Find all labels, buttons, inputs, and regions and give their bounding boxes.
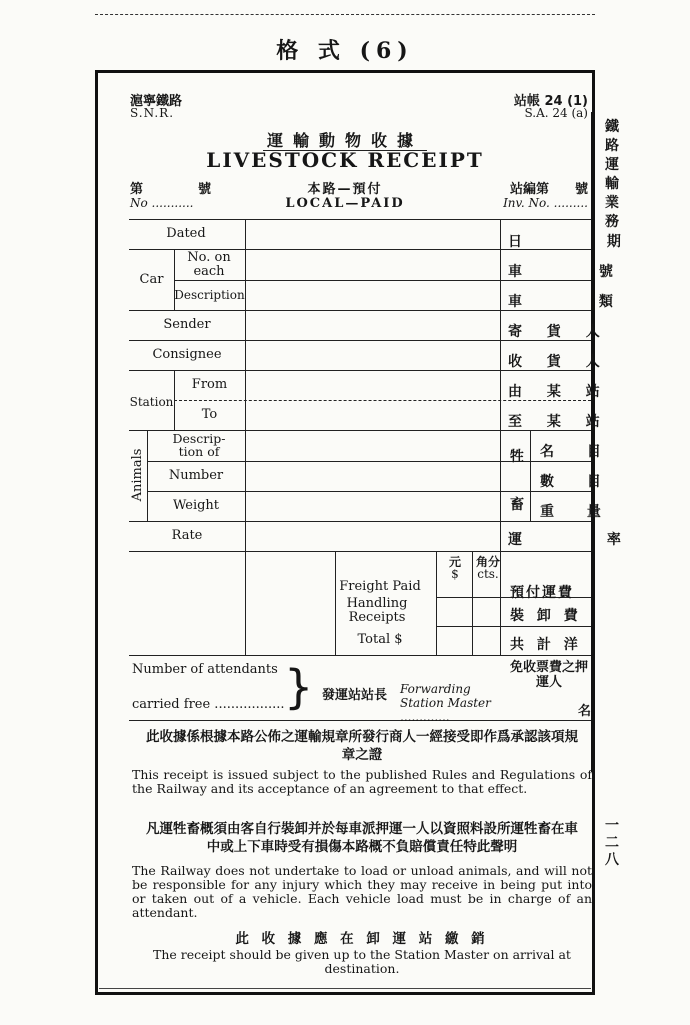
label-anim-weight-cn: 重 量	[540, 504, 615, 520]
table-rule	[129, 720, 591, 721]
attendants-line1: Number of attendants	[132, 662, 278, 677]
handling-receipts-label: Handling Receipts	[346, 596, 408, 625]
cents-label: cts.	[477, 567, 499, 581]
label-description: Description	[174, 288, 245, 302]
label-from-cn: 由 某 站	[508, 384, 610, 400]
table-rule	[129, 655, 591, 656]
railway-name-en: S.N.R.	[130, 106, 175, 120]
cents-cn: 角分	[475, 555, 500, 569]
table-col-rule	[245, 219, 246, 655]
note2-en: The Railway does not undertake to load or unload animals, and will not be responsible for any injury which they may receive in being put into or taken out of a vehicle. Each vehicle load must be in charge of an attendant.	[132, 863, 592, 920]
label-station: Station	[129, 395, 174, 409]
local-paid-cn: 本路—預付	[307, 182, 383, 197]
number-label-cn: 第 號	[130, 182, 216, 197]
label-anim-name-cn: 名 目	[540, 444, 615, 460]
label-animal-description: Descrip- tion of	[172, 431, 226, 459]
table-rule-top	[129, 219, 591, 220]
label-sender-cn: 寄 貨 人	[508, 324, 610, 340]
label-animals: Animals	[130, 448, 145, 502]
label-rate-cn: 運 率	[508, 532, 661, 548]
sidebar-text: 鐵路運輸業務	[605, 119, 619, 230]
handling-cn: 裝 卸 費	[510, 608, 582, 624]
invoice-label-en: Inv. No. .........	[503, 196, 588, 210]
label-weight: Weight	[172, 498, 220, 513]
table-rule	[436, 626, 591, 627]
label-to: To	[201, 407, 218, 422]
label-anim-number-cn: 數 目	[540, 474, 615, 490]
yuan-symbol: $	[451, 567, 459, 581]
page-number: 一二八	[605, 818, 619, 868]
note1-en: This receipt is issued subject to the published Rules and Regulations of the Railway and its acceptance of an agreement to that effect.	[132, 767, 592, 796]
label-number: Number	[168, 468, 224, 483]
note3-en: The receipt should be given up to the Station Master on arrival at destination.	[153, 947, 571, 976]
freight-paid-label: Freight Paid	[339, 579, 421, 594]
label-rate: Rate	[171, 528, 203, 543]
number-label-en: No ...........	[130, 196, 194, 210]
label-car-no-cn: 車 號	[508, 264, 649, 280]
receipt-title-en: LIVESTOCK RECEIPT	[206, 148, 484, 172]
note3-cn: 此 收 據 應 在 卸 運 站 繳 銷	[235, 931, 489, 947]
label-car: Car	[139, 272, 164, 287]
label-consignee: Consignee	[152, 347, 222, 362]
brace-symbol: }	[284, 660, 314, 714]
freight-paid-cn: 預付運費	[510, 585, 574, 601]
label-from: From	[191, 377, 228, 392]
label-car-type-cn: 車 類	[508, 294, 649, 310]
local-paid-en: LOCAL—PAID	[285, 196, 405, 211]
frame-inner-rule	[99, 988, 591, 989]
table-col-rule	[500, 219, 501, 655]
note2-cn: 凡運牲畜概須由客自行裝卸并於每車派押運一人以資照料設所運牲畜在車中或上下車時受有損傷本路概不負賠償責任特此聲明	[146, 821, 578, 855]
invoice-label-cn: 站編第 號	[509, 182, 588, 197]
attendants-name-suffix: 名	[578, 704, 592, 719]
top-dashed-rule	[95, 14, 595, 15]
label-to-cn: 至 某 站	[508, 414, 610, 430]
table-rule	[129, 521, 591, 522]
page-heading: 格 式 (6)	[276, 38, 414, 64]
note1-cn: 此收據係根據本路公佈之運輸規章所發行商人一經接受即作爲承認該項規章之證	[146, 729, 578, 763]
label-livestock-cn-top: 牲	[510, 449, 534, 465]
total-cn: 共 計 洋	[510, 637, 582, 653]
total-label: Total $	[357, 632, 403, 647]
table-rule	[129, 551, 591, 552]
form-code-cn: 站帳 24 (1)	[513, 94, 588, 109]
label-sender: Sender	[163, 317, 211, 332]
form-code-en: S.A. 24 (a)	[524, 106, 588, 120]
free-attendants-cn: 免收票費之押運人	[510, 660, 589, 690]
label-livestock-cn-bottom: 畜	[510, 497, 534, 513]
label-consignee-cn: 收 貨 人	[508, 354, 610, 370]
railway-name-cn: 滬寧鐵路	[130, 94, 183, 109]
yuan-cn: 元	[448, 555, 461, 569]
table-rule	[147, 491, 591, 492]
receipt-title-cn: 運輸動物收據	[99, 128, 591, 151]
label-no-on-each: No. on each	[187, 250, 231, 279]
station-master-en: Forwarding Station Master .............	[400, 682, 491, 724]
table-col-rule	[436, 551, 437, 655]
station-master-cn: 發運站站長	[322, 688, 388, 703]
attendants-line2: carried free .................	[132, 697, 285, 712]
label-dated-cn: 日 期	[508, 234, 661, 250]
label-dated: Dated	[166, 226, 206, 241]
